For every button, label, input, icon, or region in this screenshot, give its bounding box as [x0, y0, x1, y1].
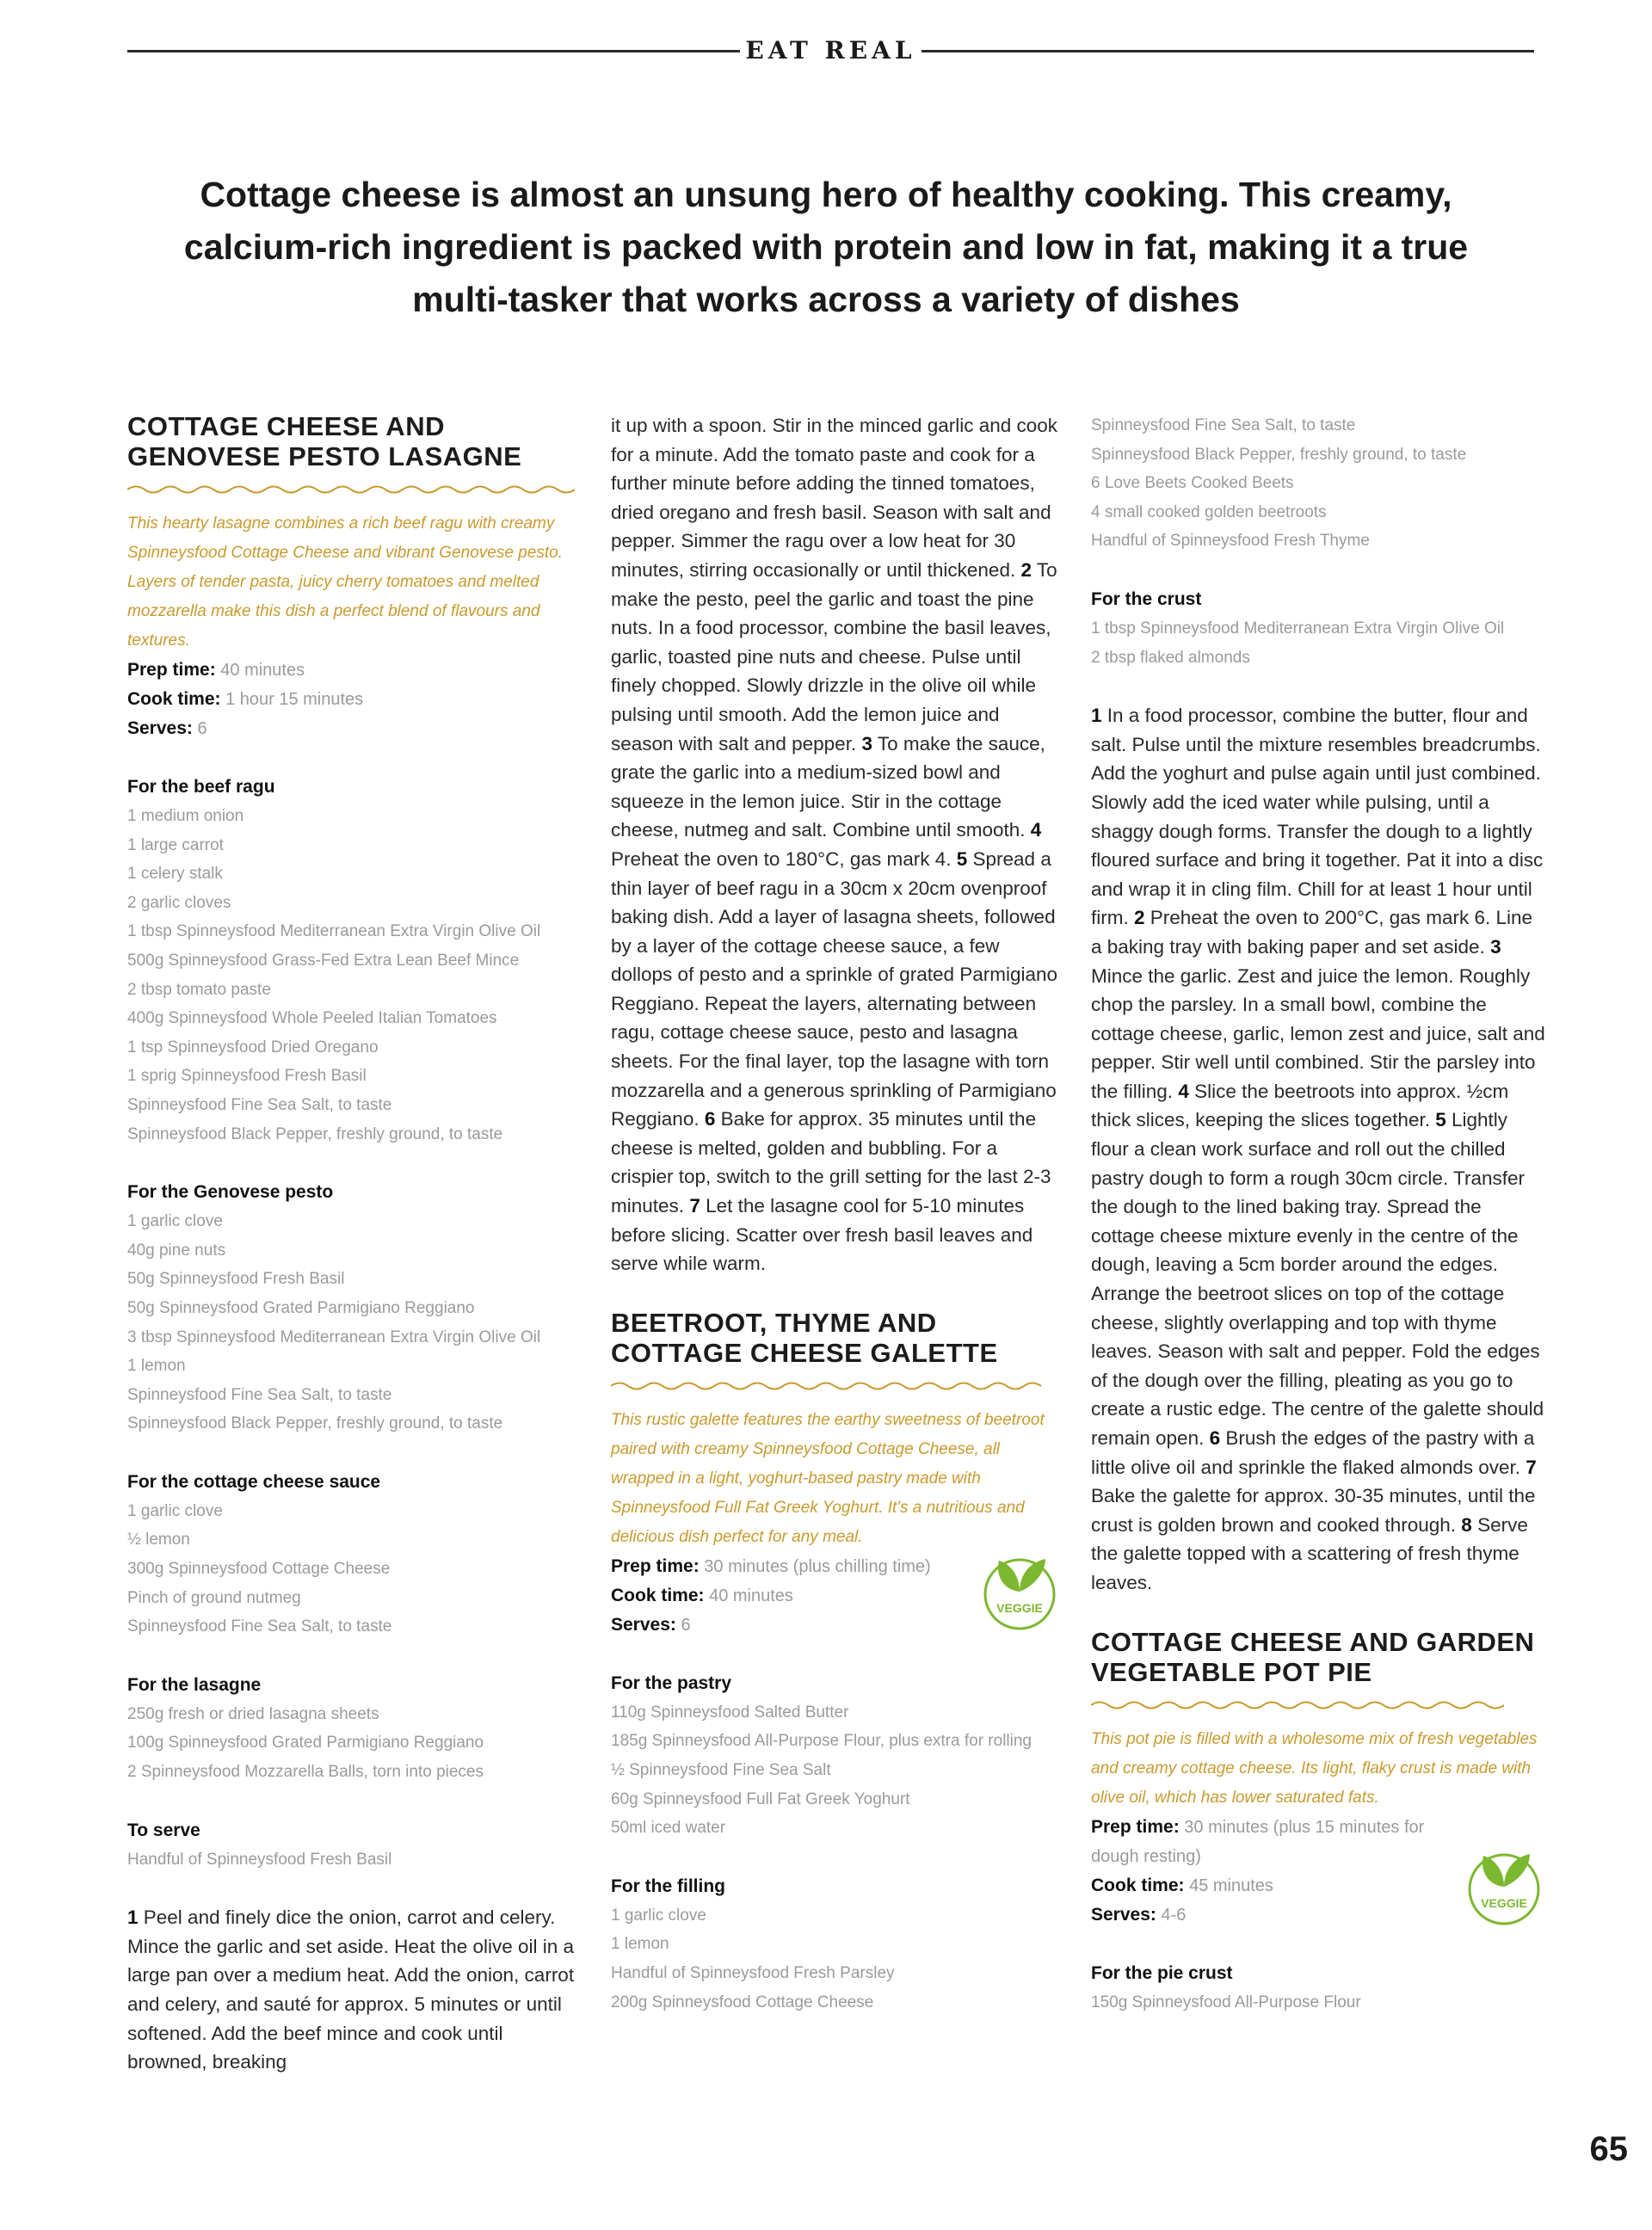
recipe-description: This hearty lasagne combines a rich beef ragu with creamy Spinneysfood Cottage Cheese and vibrant Genovese pesto. Layers of tender pasta, juicy cherry tomatoes and melted mozzarella make this dish a perfect blend of flavours and textures. [127, 514, 563, 650]
ingredient-item: 200g Spinneysfood Cottage Cheese [611, 1993, 874, 2011]
ingredient-heading: For the beef ragu [127, 777, 275, 797]
ingredient-item: Handful of Spinneysfood Fresh Basil [127, 1850, 392, 1869]
step-number: 2 [1134, 907, 1145, 929]
ingredient-item: 50ml iced water [611, 1819, 726, 1838]
ingredient-item: 1 garlic clove [611, 1906, 706, 1925]
step-text: To make the pesto, peel the garlic and toast the pine nuts. In a food processor, combine the basil leaves, garlic, toasted pine nuts and cheese. Pulse until finely chopped. Slowly drizzle in the olive oil while pulsing until smooth. Add the lemon juice and season with salt and pepper. [611, 558, 1057, 755]
recipe-title-lasagne: COTTAGE CHEESE AND GENOVESE PESTO LASAGNE [127, 411, 522, 471]
cook-time: Cook time: 1 hour 15 minutes [127, 689, 364, 709]
ingredient-item: 1 garlic clove [127, 1501, 223, 1520]
ingredient-item: 60g Spinneysfood Full Fat Greek Yoghurt [611, 1790, 910, 1808]
ingredient-item: ½ lemon [127, 1531, 190, 1549]
ingredient-item: 110g Spinneysfood Salted Butter [611, 1703, 849, 1722]
ingredient-heading: For the cottage cheese sauce [127, 1471, 381, 1492]
recipe-title-pot-pie: COTTAGE CHEESE AND GARDEN VEGETABLE POT PIE [1091, 1626, 1535, 1687]
ingredient-item: 400g Spinneysfood Whole Peeled Italian Tomatoes [127, 1009, 497, 1028]
step-text: Slice the beetroots into approx. ½cm thick slices, keeping the slices together. [1091, 1080, 1509, 1131]
ingredient-item: Spinneysfood Fine Sea Salt, to taste [127, 1385, 392, 1404]
step-number: 5 [956, 847, 968, 870]
ingredient-item: Handful of Spinneysfood Fresh Thyme [1091, 532, 1370, 551]
ingredient-sections [611, 1669, 1058, 2017]
recipe-description: This pot pie is filled with a wholesome mix of fresh vegetables and creamy cottage cheese. Its light, flaky crust is made with olive oil, which has lower saturated fats. [1091, 1729, 1538, 1807]
ingredient-item: 1 lemon [127, 1357, 186, 1376]
ingredient-item: 1 large carrot [127, 835, 224, 854]
cook-time: Cook time: 45 minutes [1091, 1875, 1273, 1895]
ingredient-item: 150g Spinneysfood All-Purpose Flour [1091, 1993, 1361, 2011]
serves: Serves: 6 [611, 1614, 691, 1635]
step-text: Let the lasagne cool for 5-10 minutes before slicing. Scatter over fresh basil leaves and serve while warm. [611, 1195, 1033, 1275]
cook-time: Cook time: 40 minutes [611, 1585, 793, 1605]
step-text: Serve the galette topped with a scattering of fresh thyme leaves. [1091, 1513, 1528, 1593]
step-text: it up with a spoon. Stir in the minced garlic and cook for a minute. Add the tomato paste and cook for a further minute before adding the tinned tomatoes, dried oregano and fresh basil. Season with salt and pepper. Simmer the ragu over a low heat for 30 minutes, stirring occasionally or until thickened. [611, 415, 1058, 581]
step-number: 1 [1091, 705, 1102, 727]
wave-divider [1091, 1699, 1504, 1711]
svg-text:VEGGIE: VEGGIE [1481, 1895, 1527, 1910]
prep-time: Prep time: 30 minutes (plus chilling time) [611, 1555, 931, 1576]
ingredient-item: Spinneysfood Black Pepper, freshly ground, to taste [127, 1414, 503, 1433]
wave-divider [127, 484, 575, 496]
ingredient-item: 250g fresh or dried lasagna sheets [127, 1704, 379, 1723]
ingredient-heading: For the filling [611, 1876, 725, 1896]
ingredient-item: Spinneysfood Black Pepper, freshly ground, to taste [127, 1124, 503, 1143]
prep-time: Prep time: 40 minutes [127, 660, 305, 680]
ingredient-item: 100g Spinneysfood Grated Parmigiano Reggiano [127, 1734, 484, 1753]
ingredient-item: 2 tbsp flaked almonds [1091, 648, 1250, 667]
ingredient-item: 2 garlic cloves [127, 893, 231, 912]
column-1 [127, 411, 575, 2077]
recipe-description: This rustic galette features the earthy sweetness of beetroot paired with creamy Spinneysfood Cottage Cheese, all wrapped in a light, yoghurt-based pastry made with Spinneysfood Full Fat Greek Yoghurt. It's a nutritious and delicious dish perfect for any meal. [611, 1410, 1045, 1546]
ingredient-item: 1 garlic clove [127, 1212, 223, 1231]
ingredient-item: 50g Spinneysfood Grated Parmigiano Reggiano [127, 1298, 475, 1317]
step-text: Bake for approx. 35 minutes until the cheese is melted, golden and bubbling. For a crispier top, switch to the grill setting for the last 2-3 minutes. [611, 1108, 1051, 1217]
ingredient-item: 2 tbsp tomato paste [127, 980, 271, 999]
ingredient-item: 1 sprig Spinneysfood Fresh Basil [127, 1067, 367, 1086]
veggie-badge-icon [977, 1547, 1063, 1633]
ingredient-heading: To serve [127, 1820, 200, 1840]
ingredient-item: 1 medium onion [127, 807, 244, 825]
serves: Serves: 4-6 [1091, 1904, 1187, 1925]
veggie-badge-icon [1461, 1842, 1547, 1928]
step-number: 7 [689, 1195, 700, 1217]
step-number: 7 [1526, 1456, 1537, 1478]
step-text: Spread a thin layer of beef ragu in a 30cm x 20cm ovenproof baking dish. Add a layer of lasagna sheets, followed by a layer of the cottage cheese sauce, a few dollops of pesto and a sprinkle of grated Parmigiano Reggiano. Repeat the layers, alternating between ragu, cottage cheese sauce, pesto and lasagna sheets. For the final layer, top the lasagne with torn mozzarella and a generous sprinkling of Parmigiano Reggiano. [611, 847, 1058, 1130]
method-text-continued [611, 411, 1058, 1278]
section-label: EAT REAL [745, 36, 916, 65]
ingredient-item: 40g pine nuts [127, 1241, 226, 1260]
svg-text:VEGGIE: VEGGIE [996, 1600, 1043, 1615]
ingredient-item: ½ Spinneysfood Fine Sea Salt [611, 1761, 831, 1779]
section-header [127, 31, 1534, 69]
step-number: 4 [1178, 1080, 1189, 1102]
ingredient-list-continued [1091, 411, 1547, 556]
page-number: 65 [1589, 2130, 1628, 2168]
ingredient-sections [127, 773, 575, 1874]
ingredient-heading: For the pie crust [1091, 1962, 1233, 1983]
wave-divider [611, 1380, 1041, 1392]
column-3 [1091, 411, 1547, 2017]
step-number: 3 [861, 732, 872, 755]
step-number: 5 [1435, 1109, 1446, 1131]
ingredient-item: 1 tsp Spinneysfood Dried Oregano [127, 1038, 379, 1056]
column-2 [611, 411, 1058, 2017]
ingredient-item: 6 Love Beets Cooked Beets [1091, 474, 1294, 493]
step-number: 2 [1020, 558, 1032, 581]
recipe-title-galette: BEETROOT, THYME AND COTTAGE CHEESE GALETTE [611, 1307, 998, 1368]
ingredient-item: Spinneysfood Black Pepper, freshly ground, to taste [1091, 445, 1467, 464]
step-text: Preheat the oven to 200°C, gas mark 6. Line a baking tray with baking paper and set aside. [1091, 907, 1533, 958]
step-number: 6 [1209, 1427, 1221, 1449]
ingredient-item: Spinneysfood Fine Sea Salt, to taste [1091, 416, 1356, 434]
ingredient-item: 1 tbsp Spinneysfood Mediterranean Extra Virgin Olive Oil [127, 922, 541, 941]
ingredient-heading: For the lasagne [127, 1674, 262, 1695]
ingredient-item: Pinch of ground nutmeg [127, 1588, 301, 1607]
ingredient-item: Spinneysfood Fine Sea Salt, to taste [127, 1095, 392, 1114]
ingredient-item: 300g Spinneysfood Cottage Cheese [127, 1560, 391, 1579]
prep-time: Prep time: 30 minutes (plus 15 minutes for dough resting) [1091, 1816, 1425, 1866]
step-text: Lightly flour a clean work surface and roll out the chilled pastry dough to form a rough 30cm circle. Transfer the dough to the lined baking tray. Spread the cottage cheese mixture evenly in the centre of the dough, leaving a 5cm border around the edges. Arrange the beetroot slices on top of the cottage cheese, slightly overlapping and top with thyme leaves. Season with salt and pepper. Fold the edges of the dough over the filling, pleating as you go to create a rustic edge. The centre of the galette should remain open. [1091, 1109, 1544, 1449]
ingredient-item: 185g Spinneysfood All-Purpose Flour, plus extra for rolling [611, 1732, 1032, 1751]
method-text [1091, 701, 1547, 1597]
step-number: 4 [1030, 819, 1042, 841]
ingredient-item: Spinneysfood Fine Sea Salt, to taste [127, 1617, 392, 1636]
ingredient-item: 4 small cooked golden beetroots [1091, 502, 1327, 521]
header-rule-right [922, 50, 1534, 52]
ingredient-item: 1 celery stalk [127, 865, 223, 884]
step-text: Bake the galette for approx. 30-35 minutes, until the crust is golden brown and cooked through. [1091, 1485, 1536, 1536]
step-text: Preheat the oven to 180°C, gas mark 4. [611, 847, 952, 870]
intro-text: Cottage cheese is almost an unsung hero of healthy cooking. This creamy, calcium-rich ingredient is packed with protein and low in fat, making it a true multi-tasker that works across a variety of dishes [183, 175, 1469, 319]
ingredient-heading: For the crust [1091, 588, 1202, 609]
step-number: 6 [704, 1108, 716, 1130]
ingredient-item: 1 tbsp Spinneysfood Mediterranean Extra Virgin Olive Oil [1091, 619, 1505, 638]
ingredient-sections [1091, 1959, 1547, 2017]
step-text: Mince the garlic. Zest and juice the lemon. Roughly chop the parsley. In a small bowl, combine the cottage cheese, garlic, lemon zest and juice, salt and pepper. Stir well until combined. Stir the parsley into the filling. [1091, 964, 1545, 1102]
step-text: In a food processor, combine the butter, flour and salt. Pulse until the mixture resembles breadcrumbs. Add the yoghurt and pulse again until just combined. Slowly add the iced water while pulsing, until a shaggy dough forms. Transfer the dough to a lightly floured surface and bring it together. Pat it into a disc and wrap it in cling film. Chill for at least 1 hour until firm. [1091, 705, 1544, 929]
ingredient-heading: For the pastry [611, 1672, 732, 1693]
ingredient-item: 2 Spinneysfood Mozzarella Balls, torn into pieces [127, 1763, 484, 1782]
ingredient-item: 500g Spinneysfood Grass-Fed Extra Lean Beef Mince [127, 951, 520, 970]
method-text: 1 Peel and finely dice the onion, carrot and celery. Mince the garlic and set aside. Heat the olive oil in a large pan over a medium heat. Add the onion, carrot and celery, and sauté for approx. 5 minutes or until softened. Add the beef mince and cook until browned, breaking [127, 1907, 575, 2073]
step-text: To make the sauce, grate the garlic into a medium-sized bowl and squeeze in the lemon juice. Stir in the cottage cheese, nutmeg and salt. Combine until smooth. [611, 732, 1045, 841]
ingredient-list [1091, 614, 1547, 672]
step-number: 8 [1461, 1513, 1472, 1536]
ingredient-item: Handful of Spinneysfood Fresh Parsley [611, 1963, 895, 1982]
serves: Serves: 6 [127, 718, 207, 738]
step-text: Brush the edges of the pastry with a little olive oil and sprinkle the flaked almonds over. [1091, 1427, 1535, 1478]
ingredient-heading: For the Genovese pesto [127, 1182, 334, 1203]
ingredient-item: 1 lemon [611, 1935, 669, 1954]
ingredient-item: 3 tbsp Spinneysfood Mediterranean Extra Virgin Olive Oil [127, 1328, 541, 1346]
step-number: 3 [1490, 935, 1501, 958]
ingredient-item: 50g Spinneysfood Fresh Basil [127, 1270, 345, 1289]
